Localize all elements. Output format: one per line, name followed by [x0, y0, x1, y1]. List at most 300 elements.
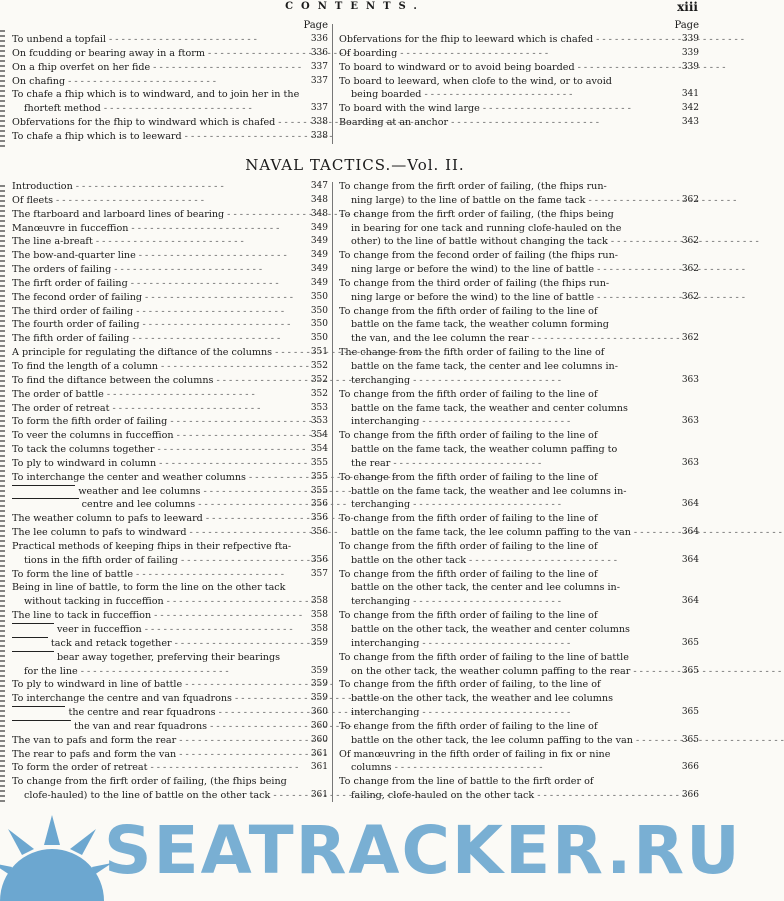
dot-leader	[156, 457, 304, 471]
toc-entry	[12, 568, 328, 582]
toc-entry	[12, 277, 328, 291]
toc-entry-title: To chafe a fhip which is to windward, and to join her in the	[12, 89, 300, 101]
toc-page-number: 338	[310, 117, 328, 128]
toc-entry-title: The lee column to pafs to windward	[12, 527, 187, 539]
contents-column-top-right	[339, 19, 699, 130]
column-divider	[332, 24, 333, 144]
toc-entry-line	[339, 277, 699, 291]
toc-entry-title: battle on the fame tack, the weather column forming	[351, 319, 609, 331]
toc-entry-line	[339, 692, 699, 706]
running-header: CONTENTS.	[285, 1, 425, 12]
toc-entry-line	[339, 332, 699, 346]
toc-entry	[12, 429, 328, 443]
dot-leader	[594, 263, 675, 277]
toc-entry-line	[339, 595, 699, 609]
section-title-volume: —Vol. II.	[391, 156, 465, 174]
toc-page-number: 349	[310, 264, 328, 275]
toc-entry	[339, 75, 699, 103]
toc-page-number: 348	[310, 194, 328, 205]
toc-entry-line	[12, 512, 328, 526]
page-column-label: Page	[303, 20, 328, 31]
toc-page-number: 341	[681, 89, 699, 100]
toc-entry-line	[12, 180, 328, 194]
toc-entry-line	[12, 102, 328, 116]
toc-entry-line	[12, 47, 328, 61]
toc-entry-title: other) to the line of battle without changing the tack	[351, 236, 608, 248]
toc-entry-title: failing, clofe-hauled on the other tack	[351, 790, 535, 802]
toc-entry-line	[12, 554, 328, 568]
toc-entry-title: interchanging	[351, 707, 420, 719]
toc-page-number: 365	[681, 707, 699, 718]
toc-entry-title: terchanging	[351, 596, 411, 608]
dot-leader	[410, 498, 675, 512]
toc-entry-title: On chafing	[12, 75, 66, 87]
toc-entry-line	[339, 485, 699, 499]
toc-entry-line	[12, 415, 328, 429]
dot-leader	[128, 277, 304, 291]
toc-page-number: 347	[310, 181, 328, 191]
dot-leader	[246, 471, 304, 485]
toc-entry-title: To change from the fifth order of failing to the line of	[339, 540, 598, 552]
toc-entry-title: terchanging	[351, 374, 411, 386]
dot-leader	[182, 678, 304, 692]
toc-entry-title: battle on the other tack, the weather and lee columns	[351, 693, 613, 705]
toc-entry-title: The line to tack in fucceffion	[12, 610, 152, 622]
toc-entry-title: battle on the other tack, the lee column paffing to the van	[351, 734, 633, 746]
dot-leader	[410, 374, 675, 388]
toc-entry-title: The rear to pafs and form the van	[12, 748, 177, 760]
toc-entry	[12, 498, 328, 512]
toc-entry-line	[12, 637, 328, 651]
dot-leader	[466, 554, 675, 568]
toc-entry-line	[12, 720, 328, 734]
toc-entry	[339, 305, 699, 347]
toc-entry-line	[339, 102, 699, 116]
toc-entry	[12, 402, 328, 416]
toc-page-number: 359	[310, 693, 328, 704]
toc-entry-title: battle on the other tack	[351, 554, 467, 566]
dot-leader	[154, 443, 304, 457]
toc-page-number: 336	[310, 47, 328, 58]
toc-page-number: 355	[310, 485, 328, 496]
toc-page-number: 336	[310, 34, 328, 44]
toc-entry-line	[12, 429, 328, 443]
toc-page-number: 364	[681, 527, 699, 538]
toc-entry-title: without tacking in fucceffion	[24, 596, 164, 608]
toc-entry-line	[339, 609, 699, 623]
toc-entry-line	[339, 374, 699, 388]
dot-leader	[275, 116, 304, 130]
toc-entry-title: To change from the third order of failing (the fhips run-	[339, 277, 610, 289]
toc-entry-line	[339, 457, 699, 471]
section-title-main: NAVAL TACTICS.	[245, 156, 392, 174]
toc-entry-line	[12, 526, 328, 540]
toc-entry-line	[12, 360, 328, 374]
toc-entry-line	[339, 775, 699, 789]
toc-entry-title: To change from the fifth order of failing to the line of	[339, 720, 598, 732]
toc-page-number: 362	[681, 291, 699, 302]
toc-page-number: 349	[310, 277, 328, 288]
dot-leader	[200, 485, 304, 499]
toc-entry-line	[12, 305, 328, 319]
dot-leader	[213, 374, 304, 388]
toc-entry-title: centre and lee columns	[81, 499, 196, 511]
page-column-label: Page	[674, 20, 699, 31]
toc-page-number: 349	[310, 236, 328, 247]
dot-leader	[147, 761, 304, 775]
toc-entry-line	[12, 761, 328, 775]
toc-entry-title: The fifth order of failing	[12, 333, 130, 345]
section-title	[0, 156, 710, 174]
toc-entry-title: To change from the fifth order of failing to the line of	[339, 471, 598, 483]
dot-leader	[133, 305, 304, 319]
toc-entry-title: The order of retreat	[12, 402, 110, 414]
toc-entry	[339, 102, 699, 116]
toc-entry	[339, 208, 699, 250]
toc-page-number: 343	[681, 117, 699, 128]
toc-entry-line	[12, 775, 328, 789]
ditto-rule	[12, 706, 65, 720]
toc-entry-title: the centre and rear fquadrons	[68, 707, 216, 719]
contents-column-bottom-left	[12, 180, 328, 803]
toc-page-number: 351	[310, 347, 328, 358]
toc-entry	[12, 706, 328, 720]
toc-entry	[339, 47, 699, 61]
toc-entry-title: interchanging	[351, 637, 420, 649]
toc-entry	[12, 249, 328, 263]
dot-leader	[203, 512, 304, 526]
toc-entry	[12, 761, 328, 775]
toc-page-number: 352	[310, 374, 328, 385]
toc-entry-title: To change from the fifth order of failing to the line of	[339, 430, 598, 442]
dot-leader	[106, 33, 304, 47]
toc-page-number: 358	[310, 624, 328, 634]
toc-entry	[12, 47, 328, 61]
toc-entry-title: To form the fifth order of failing	[12, 416, 168, 428]
toc-entry-title: The fecond order of failing	[12, 291, 143, 303]
toc-entry-title: To change from the fifth order of failing to the line of	[339, 388, 598, 400]
toc-entry	[339, 429, 699, 471]
dot-leader	[410, 595, 675, 609]
toc-page-number: 355	[310, 457, 328, 468]
toc-entry-title: Of manœuvring in the fifth order of failing in fix or nine	[339, 748, 611, 760]
toc-entry	[339, 346, 699, 388]
toc-page-number: 360	[310, 734, 328, 745]
dot-leader	[270, 789, 304, 803]
toc-entry-title: The line a-breaft	[12, 236, 93, 248]
toc-entry-line	[12, 116, 328, 130]
toc-page-number: 353	[310, 402, 328, 413]
toc-entry-title: To change from the firft order of failing, (the fhips being	[12, 776, 287, 788]
toc-page-number: 348	[310, 208, 328, 219]
toc-entry-line	[339, 75, 699, 89]
toc-entry-line	[12, 249, 328, 263]
dot-leader	[176, 748, 304, 762]
toc-entry-line	[12, 130, 328, 144]
toc-entry	[339, 678, 699, 720]
toc-entry-title: battle on the fame tack, the weather and lee columns in-	[351, 485, 627, 497]
toc-entry	[12, 61, 328, 75]
toc-entry-title: battle on the fame tack, the center and lee columns in-	[351, 360, 618, 372]
dot-leader	[136, 249, 304, 263]
toc-entry-title: The ftarboard and larboard lines of bearing	[12, 208, 225, 220]
toc-entry-title: Manœuvre in fucceffion	[12, 222, 129, 234]
toc-entry-title: tack and retack together	[50, 637, 172, 649]
toc-entry-title: To unbend a topfail	[12, 34, 106, 45]
toc-entry-line	[12, 581, 328, 595]
toc-entry-line	[339, 471, 699, 485]
toc-entry	[12, 263, 328, 277]
toc-entry-line	[12, 540, 328, 554]
toc-entry	[339, 775, 699, 803]
toc-entry	[339, 33, 699, 47]
toc-entry	[339, 748, 699, 776]
dot-leader	[133, 568, 304, 582]
toc-entry-line	[12, 734, 328, 748]
toc-entry-line	[339, 388, 699, 402]
toc-page-number: 355	[310, 471, 328, 482]
dot-leader	[172, 637, 304, 651]
toc-entry-title: The change from the fifth order of failing to the line of	[339, 347, 605, 359]
toc-entry-line	[12, 609, 328, 623]
toc-entry-title: To board with the wind large	[339, 103, 480, 115]
toc-entry-line	[339, 249, 699, 263]
toc-entry-title: To form the line of battle	[12, 568, 134, 580]
toc-entry-title: bear away together, preferving their bearings	[57, 651, 281, 663]
toc-page-number: 358	[310, 596, 328, 607]
toc-entry-line	[339, 415, 699, 429]
toc-entry-title: To find the length of a column	[12, 360, 158, 372]
toc-entry-line	[12, 443, 328, 457]
ditto-rule	[12, 498, 79, 512]
toc-entry-line	[339, 554, 699, 568]
toc-entry-title: Obfervations for the fhip to leeward which is chafed	[339, 34, 594, 45]
toc-entry-title: On a fhip overfet on her fide	[12, 61, 151, 73]
toc-entry-line	[339, 291, 699, 305]
dot-leader	[419, 637, 675, 651]
toc-entry-line	[12, 332, 328, 346]
toc-entry-title: To board to leeward, when clofe to the wind, or to avoid	[339, 75, 612, 87]
toc-entry	[12, 443, 328, 457]
toc-page-number: 342	[681, 103, 699, 114]
toc-entry-title: Obfervations for the fhip to windward which is chafed	[12, 117, 276, 129]
ditto-rule	[12, 720, 71, 734]
toc-entry-line	[339, 581, 699, 595]
toc-entry	[12, 194, 328, 208]
contents-column-bottom-right	[339, 180, 699, 803]
dot-leader	[78, 665, 304, 679]
toc-entry-title: Of boarding	[339, 47, 398, 59]
toc-entry	[12, 692, 328, 706]
toc-entry-title: Practical methods of keeping fhips in their refpective fta-	[12, 540, 292, 552]
toc-entry-title: To change from the fifth order of failing to the line of	[339, 568, 598, 580]
toc-entry-line	[12, 471, 328, 485]
toc-entry	[12, 471, 328, 485]
dot-leader	[176, 734, 304, 748]
toc-entry-title: in bearing for one tack and running clofe-hauled on the	[351, 222, 622, 234]
toc-entry-title: columns	[351, 762, 392, 774]
toc-page-number: 350	[310, 333, 328, 344]
toc-page-number: 362	[681, 264, 699, 275]
toc-entry-title: on the other tack, the weather column paffing to the rear	[351, 665, 631, 677]
toc-entry-title: ning large) to the line of battle on the fame tack	[351, 194, 586, 206]
toc-entry	[12, 388, 328, 402]
toc-entry	[12, 540, 328, 568]
toc-entry-title: veer in fucceffion	[57, 624, 142, 635]
toc-entry	[12, 318, 328, 332]
toc-entry-line	[339, 263, 699, 277]
toc-entry-title: To change from the fifth order of failing to the line of	[339, 610, 598, 622]
toc-entry-line	[12, 277, 328, 291]
toc-page-number: 339	[681, 61, 699, 72]
dot-leader	[128, 222, 304, 236]
toc-page-number: 363	[681, 416, 699, 427]
toc-page-number: 361	[310, 748, 328, 759]
toc-entry	[12, 374, 328, 388]
dot-leader	[534, 789, 675, 803]
toc-entry-title: ning large or before the wind) to the line of battle	[351, 264, 595, 276]
toc-entry-line	[339, 180, 699, 194]
toc-entry-title: To chafe a fhip which is to leeward	[12, 130, 182, 142]
toc-entry	[339, 61, 699, 75]
toc-entry-line	[339, 734, 699, 748]
ditto-rule	[12, 485, 75, 499]
toc-entry-title: To change from the fifth order of failing to the line of battle	[339, 651, 629, 663]
dot-leader	[174, 429, 304, 443]
toc-entry-title: To change from the fecond order of failing (the fhips run-	[339, 250, 619, 262]
toc-entry-title: battle on the other tack, the center and lee columns in-	[351, 582, 620, 594]
toc-entry-line	[12, 623, 328, 637]
toc-entry-title: To change from the fifth order of failing, to the line of	[339, 679, 601, 691]
dot-leader	[195, 498, 304, 512]
page-number: xiii	[677, 0, 698, 14]
toc-entry-title: The third order of failing	[12, 305, 134, 317]
toc-entry-title: To interchange the centre and van fquadrons	[12, 693, 232, 705]
toc-entry-line	[12, 651, 328, 665]
toc-entry-title: To change from the line of battle to the firft order of	[339, 776, 594, 788]
toc-entry	[12, 332, 328, 346]
dot-leader	[111, 263, 304, 277]
toc-entry-title: Boarding at an anchor	[339, 117, 449, 129]
dot-leader	[224, 208, 304, 222]
dot-leader	[633, 734, 675, 748]
toc-page-number: 366	[681, 762, 699, 773]
toc-entry-title: terchanging	[351, 499, 411, 511]
toc-entry	[339, 180, 699, 208]
toc-page-number: 352	[310, 360, 328, 371]
dot-leader	[205, 47, 304, 61]
toc-entry-line	[12, 748, 328, 762]
toc-entry-title: To interchange the center and weather columns	[12, 471, 246, 483]
toc-entry	[12, 346, 328, 360]
toc-entry-line	[339, 540, 699, 554]
dot-leader	[216, 706, 304, 720]
toc-entry	[12, 88, 328, 116]
toc-entry-line	[12, 457, 328, 471]
toc-entry-line	[12, 33, 328, 47]
dot-leader	[390, 457, 675, 471]
dot-leader	[272, 346, 304, 360]
toc-page-number: 337	[310, 75, 328, 86]
toc-entry	[339, 568, 699, 610]
toc-page-number: 354	[310, 444, 328, 455]
toc-entry	[339, 249, 699, 277]
dot-leader	[529, 332, 675, 346]
toc-page-number: 359	[310, 637, 328, 648]
toc-entry-line	[12, 692, 328, 706]
toc-page-number: 359	[310, 679, 328, 690]
toc-entry	[12, 748, 328, 762]
toc-page-number: 361	[310, 790, 328, 801]
toc-entry	[339, 388, 699, 430]
toc-entry-title: the rear	[351, 457, 391, 469]
toc-entry	[12, 222, 328, 236]
toc-entry-line	[339, 526, 699, 540]
dot-leader	[178, 554, 304, 568]
toc-entry-title: battle on the other tack, the weather and center columns	[351, 624, 630, 635]
toc-page-number: 337	[310, 61, 328, 72]
dot-leader	[53, 194, 304, 208]
toc-page-number: 362	[681, 333, 699, 344]
ditto-rule	[12, 637, 48, 651]
toc-entry-title: To change from the firft order of failing, (the fhips being	[339, 208, 614, 220]
toc-page-number: 361	[310, 762, 328, 773]
toc-entry	[339, 471, 699, 513]
toc-entry	[12, 305, 328, 319]
toc-entry-line	[339, 33, 699, 47]
toc-entry-title: To board to windward or to avoid being boarded	[339, 61, 575, 73]
toc-entry-line	[339, 318, 699, 332]
toc-entry-line	[12, 61, 328, 75]
toc-entry-line	[339, 498, 699, 512]
binding-edge	[0, 30, 5, 150]
toc-entry-line	[12, 568, 328, 582]
toc-entry-title: Introduction	[12, 181, 73, 192]
toc-entry	[12, 775, 328, 803]
toc-entry	[12, 623, 328, 637]
dot-leader	[419, 415, 675, 429]
toc-entry-line	[12, 75, 328, 89]
toc-entry	[12, 415, 328, 429]
toc-entry-line	[12, 485, 328, 499]
toc-page-number: 353	[310, 416, 328, 427]
toc-page-number: 356	[310, 499, 328, 510]
toc-entry-title: Of fleets	[12, 194, 53, 206]
dot-leader	[101, 102, 304, 116]
toc-page-number: 352	[310, 388, 328, 399]
dot-leader	[164, 595, 304, 609]
toc-entry-line	[339, 222, 699, 236]
toc-page-number: 362	[681, 194, 699, 205]
binding-edge	[0, 185, 5, 805]
toc-entry	[12, 116, 328, 130]
toc-entry-line	[339, 720, 699, 734]
toc-entry	[339, 512, 699, 540]
toc-entry-line	[339, 706, 699, 720]
toc-entry-line	[12, 665, 328, 679]
toc-entry-line	[12, 789, 328, 803]
toc-page-number: 350	[310, 305, 328, 316]
dot-leader	[158, 360, 304, 374]
toc-entry-line	[339, 789, 699, 803]
dot-leader	[448, 116, 675, 130]
toc-entry-title: On fcudding or bearing away in a ftorm	[12, 47, 205, 59]
toc-entry-title: the van, and the lee column the rear	[351, 333, 529, 345]
toc-page-number: 363	[681, 457, 699, 468]
dot-leader	[73, 180, 304, 194]
toc-entry	[339, 116, 699, 130]
toc-entry-line	[12, 88, 328, 102]
